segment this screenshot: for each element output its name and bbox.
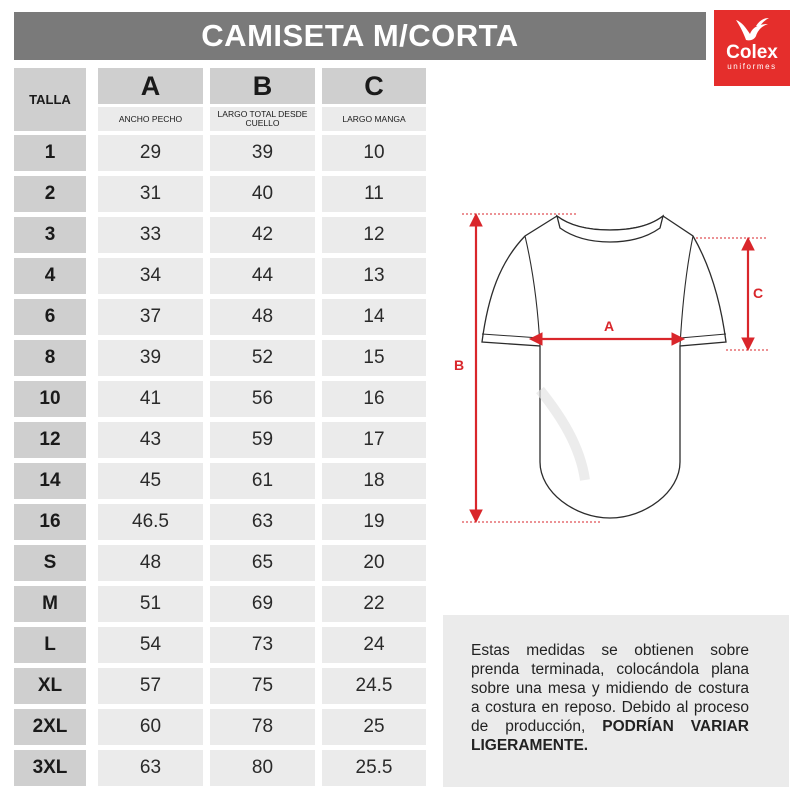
label-a: A: [604, 318, 615, 334]
logo-brand: Colex: [726, 42, 778, 63]
size-column-header: TALLA: [14, 68, 86, 131]
measure-b-cell: 69: [210, 586, 315, 622]
measure-b-cell: 39: [210, 135, 315, 171]
measure-c-cell: 19: [322, 504, 426, 540]
column-c-letter: C: [322, 68, 426, 104]
measure-b-cell: 40: [210, 176, 315, 212]
measure-a-cell: 46.5: [98, 504, 203, 540]
size-cell: L: [14, 627, 86, 663]
note-text: Estas medidas se obtienen sobre prenda terminada, colocándola plana sobre una mesa y midiendo de costura a costura en reposo. Debido al proceso de producción,: [471, 642, 749, 735]
measure-c-cell: 18: [322, 463, 426, 499]
measure-c-cell: 24: [322, 627, 426, 663]
measure-c-cell: 11: [322, 176, 426, 212]
measure-b-cell: 56: [210, 381, 315, 417]
measure-b-cell: 78: [210, 709, 315, 745]
measure-b-cell: 52: [210, 340, 315, 376]
size-cell: 10: [14, 381, 86, 417]
measure-a-cell: 29: [98, 135, 203, 171]
measure-a-cell: 63: [98, 750, 203, 786]
label-c: C: [753, 285, 764, 301]
measure-a-cell: 48: [98, 545, 203, 581]
tshirt-outline: [482, 216, 726, 518]
measure-a-cell: 43: [98, 422, 203, 458]
measure-b-cell: 44: [210, 258, 315, 294]
measure-b-cell: 42: [210, 217, 315, 253]
size-cell: S: [14, 545, 86, 581]
bird-logo-icon: [732, 16, 772, 42]
measure-a-cell: 57: [98, 668, 203, 704]
measure-a-cell: 34: [98, 258, 203, 294]
size-cell: 3XL: [14, 750, 86, 786]
measure-c-cell: 16: [322, 381, 426, 417]
measure-c-cell: 10: [322, 135, 426, 171]
size-cell: 6: [14, 299, 86, 335]
size-cell: 2: [14, 176, 86, 212]
size-cell: 2XL: [14, 709, 86, 745]
size-cell: 1: [14, 135, 86, 171]
measure-b-cell: 48: [210, 299, 315, 335]
measure-c-cell: 13: [322, 258, 426, 294]
column-b-label: LARGO TOTAL DESDE CUELLO: [210, 107, 315, 131]
tshirt-diagram: [440, 200, 780, 540]
size-cell: 12: [14, 422, 86, 458]
column-c-label: LARGO MANGA: [322, 107, 426, 131]
size-cell: 14: [14, 463, 86, 499]
measure-c-cell: 24.5: [322, 668, 426, 704]
measure-b-cell: 63: [210, 504, 315, 540]
measure-c-cell: 25.5: [322, 750, 426, 786]
size-cell: M: [14, 586, 86, 622]
measure-a-cell: 60: [98, 709, 203, 745]
page-title: CAMISETA M/CORTA: [201, 18, 519, 53]
measure-b-cell: 59: [210, 422, 315, 458]
measurement-note: [443, 615, 789, 787]
measure-b-cell: 61: [210, 463, 315, 499]
column-a-label: ANCHO PECHO: [98, 107, 203, 131]
measure-a-cell: 31: [98, 176, 203, 212]
measure-c-cell: 22: [322, 586, 426, 622]
size-cell: 8: [14, 340, 86, 376]
brand-logo: [714, 10, 790, 86]
measure-c-cell: 17: [322, 422, 426, 458]
size-cell: 3: [14, 217, 86, 253]
measure-b-cell: 80: [210, 750, 315, 786]
measure-c-cell: 15: [322, 340, 426, 376]
measure-c-cell: 12: [322, 217, 426, 253]
label-b: B: [454, 357, 465, 373]
measure-c-cell: 14: [322, 299, 426, 335]
size-cell: 4: [14, 258, 86, 294]
measure-a-cell: 41: [98, 381, 203, 417]
measure-a-cell: 33: [98, 217, 203, 253]
measure-a-cell: 45: [98, 463, 203, 499]
measure-c-cell: 20: [322, 545, 426, 581]
measure-a-cell: 54: [98, 627, 203, 663]
size-cell: 16: [14, 504, 86, 540]
measure-a-cell: 37: [98, 299, 203, 335]
note-emphasis: PODRÍAN VARIAR LIGERAMENTE.: [471, 718, 749, 754]
column-a-letter: A: [98, 68, 203, 104]
measure-a-cell: 39: [98, 340, 203, 376]
logo-subtitle: uniformes: [727, 62, 777, 71]
column-b-letter: B: [210, 68, 315, 104]
size-cell: XL: [14, 668, 86, 704]
measure-a-cell: 51: [98, 586, 203, 622]
title-bar: [14, 12, 706, 60]
measure-b-cell: 73: [210, 627, 315, 663]
measure-b-cell: 65: [210, 545, 315, 581]
measure-b-cell: 75: [210, 668, 315, 704]
measure-c-cell: 25: [322, 709, 426, 745]
